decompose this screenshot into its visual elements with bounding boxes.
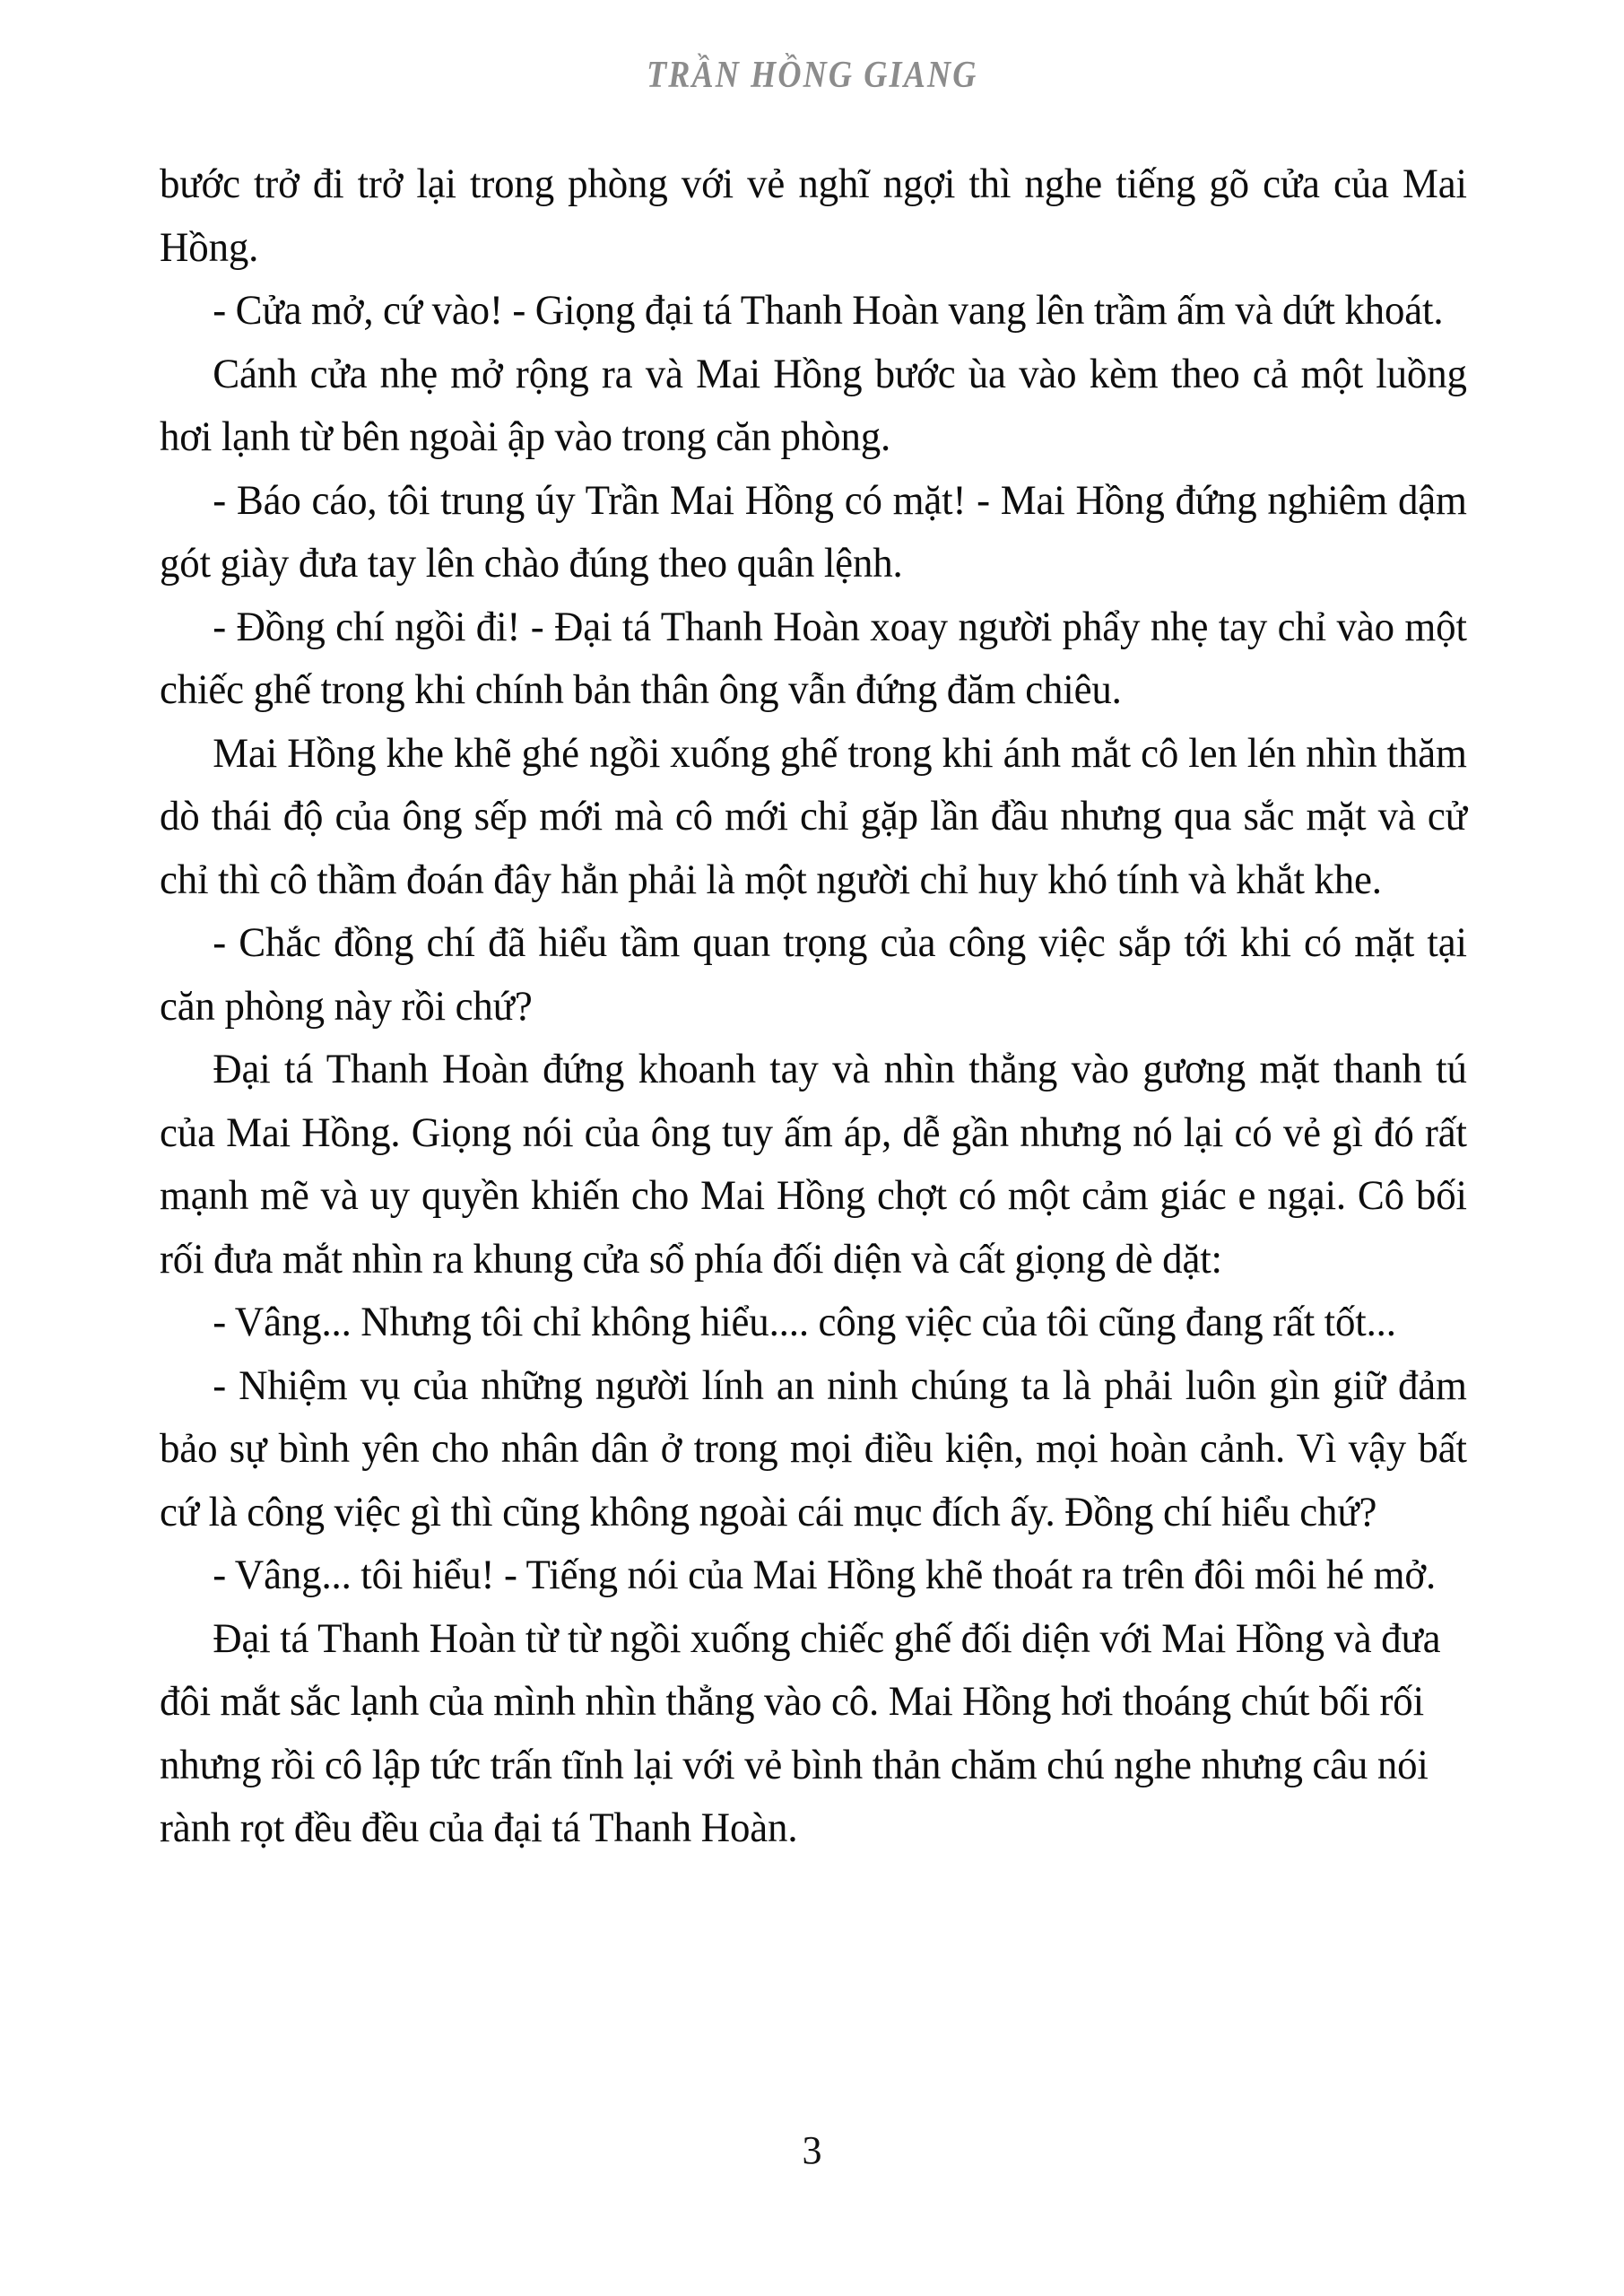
running-header [0,54,1624,97]
page-number: 3 [802,2128,822,2172]
paragraph: - Nhiệm vụ của những người lính an ninh chúng ta là phải luôn gìn giữ đảm bảo sự bình yên cho nhân dân ở trong mọi điều kiện, mọi hoàn cảnh. Vì vậy bất cứ là công việc gì thì cũng không ngoài cái mục đích ấy. Đồng chí hiểu chứ? [160,1361,1467,1535]
paragraph: Đại tá Thanh Hoàn từ từ ngồi xuống chiếc ghế đối diện với Mai Hồng và đưa đôi mắt sắc lạnh của mình nhìn thẳng vào cô. Mai Hồng hơi thoáng chút bối rối nhưng rồi cô lập tức trấn tĩnh lại với vẻ bình thản chăm chú nghe nhưng câu nói rành rọt đều đều của đại tá Thanh Hoàn. [160,1614,1441,1851]
paragraph: - Vâng... Nhưng tôi chỉ không hiểu.... công việc của tôi cũng đang rất tốt... [213,1299,1396,1345]
paragraph: - Chắc đồng chí đã hiểu tầm quan trọng của công việc sắp tới khi có mặt tại căn phòng này rồi chứ? [160,919,1467,1030]
paragraph: Cánh cửa nhẹ mở rộng ra và Mai Hồng bước ùa vào kèm theo cả một luồng hơi lạnh từ bên ngoài ập vào trong căn phòng. [160,350,1467,460]
paragraph: - Báo cáo, tôi trung úy Trần Mai Hồng có mặt! - Mai Hồng đứng nghiêm dậm gót giày đưa tay lên chào đúng theo quân lệnh. [160,476,1467,587]
paragraph: Mai Hồng khe khẽ ghé ngồi xuống ghế trong khi ánh mắt cô len lén nhìn thăm dò thái độ của ông sếp mới mà cô mới chỉ gặp lần đầu nhưng qua sắc mặt và cử chỉ thì cô thầm đoán đây hẳn phải là một người chỉ huy khó tính và khắt khe. [160,729,1467,903]
paragraph: bước trở đi trở lại trong phòng với vẻ nghĩ ngợi thì nghe tiếng gõ cửa của Mai Hồng. [160,161,1467,271]
body-text-block [160,152,1467,1860]
paragraph: Đại tá Thanh Hoàn đứng khoanh tay và nhìn thẳng vào gương mặt thanh tú của Mai Hồng. Giọng nói của ông tuy ấm áp, dễ gần nhưng nó lại có vẻ gì đó rất mạnh mẽ và uy quyền khiến cho Mai Hồng chợt có một cảm giác e ngại. Cô bối rối đưa mắt nhìn ra khung cửa sổ phía đối diện và cất giọng dè dặt: [160,1046,1467,1283]
page-footer [0,2127,1624,2173]
paragraph: - Cửa mở, cứ vào! - Giọng đại tá Thanh Hoàn vang lên trầm ấm và dứt khoát. [213,287,1444,334]
paragraph: - Vâng... tôi hiểu! - Tiếng nói của Mai Hồng khẽ thoát ra trên đôi môi hé mở. [213,1552,1437,1598]
running-header-title: TRẦN HỒNG GIANG [646,55,978,96]
paragraph: - Đồng chí ngồi đi! - Đại tá Thanh Hoàn xoay người phẩy nhẹ tay chỉ vào một chiếc ghế trong khi chính bản thân ông vẫn đứng đăm chiêu. [160,603,1467,713]
